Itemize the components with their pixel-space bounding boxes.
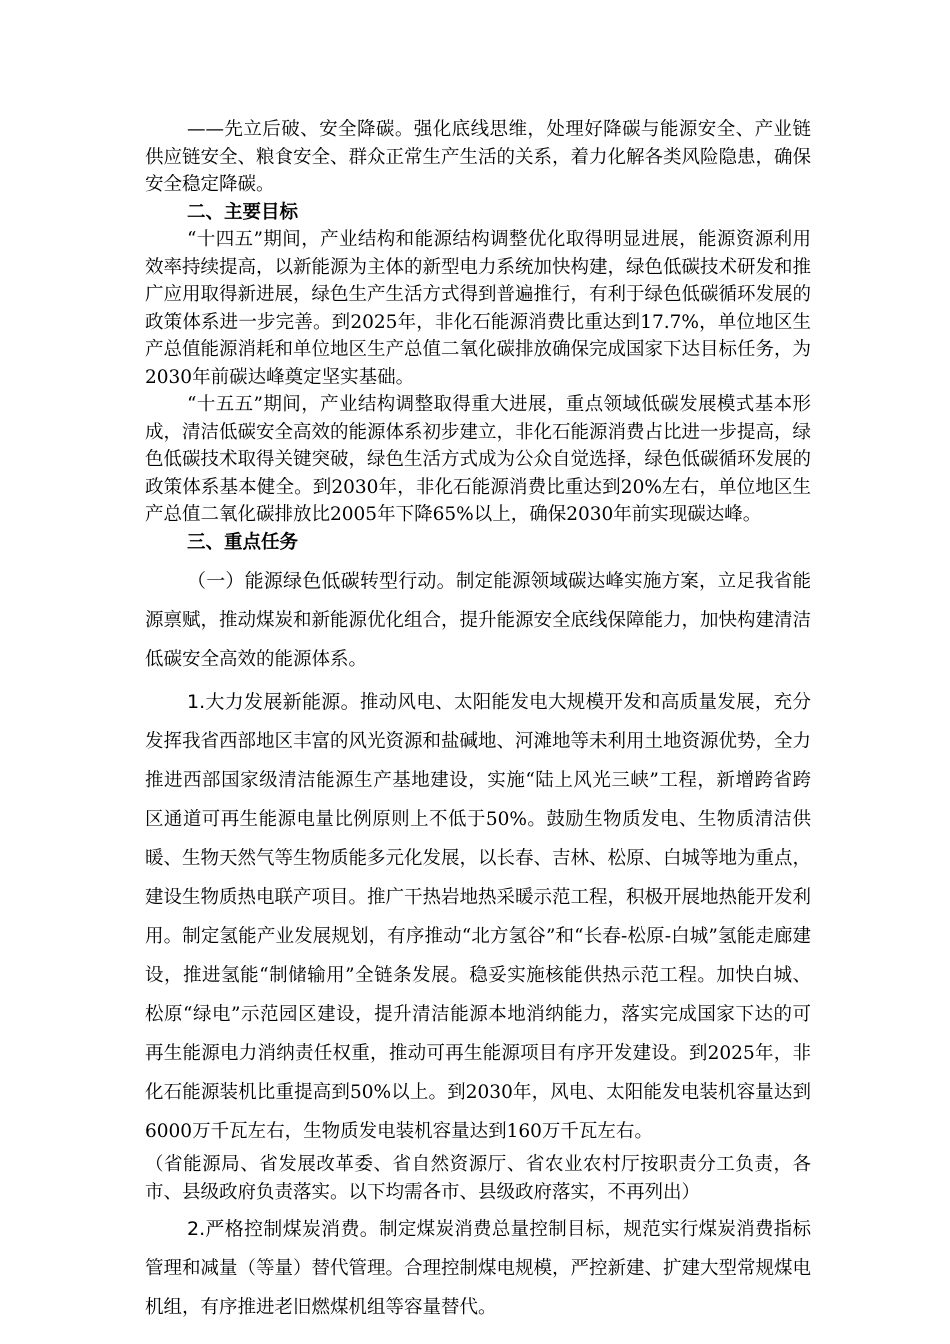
paragraph-14th-five-year: “十四五”期间，产业结构和能源结构调整优化取得明显进展，能源资源利用效率持续提高，以新能源为主体的新型电力系统加快构建，绿色低碳技术研发和推广应用取得新进展，绿色生产生活方式得到普遍推行，有利于绿色低碳循环发展的政策体系进一步完善。到2025年，非化石能源消费比重达到17.7%，单位地区生产总值能源消耗和单位地区生产总值二氧化碳排放确保完成国家下达目标任务，为2030年前碳达峰奠定坚实基础。 (145, 229, 812, 388)
section-heading-key-tasks: 三、重点任务 (187, 531, 299, 553)
item-control-coal (145, 1210, 811, 1327)
task-energy-transition-title: （一）能源绿色低碳转型行动。 (187, 570, 456, 592)
item-control-coal-text: 制定煤炭消费总量控制目标，规范实行煤炭消费指标管理和减量（等量）替代管理。合理控制煤电规模，严控新建、扩建大型常规煤电机组，有序推进老旧燃煤机组等容量替代。 (145, 1219, 812, 1318)
item-responsibility-note: （省能源局、省发展改革委、省自然资源厅、省农业农村厅按职责分工负责，各市、县级政府负责落实。以下均需各市、县级政府落实，不再列出） (145, 1154, 811, 1203)
item-develop-new-energy-title: 1.大力发展新能源。 (187, 691, 360, 713)
paragraph-principle: ——先立后破、安全降碳。强化底线思维，处理好降碳与能源安全、产业链供应链安全、粮食安全、群众正常生产生活的关系，着力化解各类风险隐患，确保安全稳定降碳。 (145, 119, 812, 195)
document-body (145, 116, 811, 1327)
paragraph-15th-five-year: “十五五”期间，产业结构调整取得重大进展，重点领域低碳发展模式基本形成，清洁低碳安全高效的能源体系初步建立，非化石能源消费占比进一步提高，绿色低碳技术取得关键突破，绿色生活方式成为公众自觉选择，绿色低碳循环发展的政策体系基本健全。到2030年，非化石能源消费比重达到20%左右，单位地区生产总值二氧化碳排放比2005年下降65%以上，确保2030年前实现碳达峰。 (145, 394, 812, 525)
item-develop-new-energy (145, 683, 811, 1151)
task-energy-transition-text: 制定能源领域碳达峰实施方案，立足我省能源禀赋，推动煤炭和新能源优化组合，提升能源安全底线保障能力，加快构建清洁低碳安全高效的能源体系。 (145, 571, 812, 670)
task-energy-transition (145, 562, 811, 679)
item-develop-new-energy-text: 推动风电、太阳能发电大规模开发和高质量发展，充分发挥我省西部地区丰富的风光资源和盐碱地、河滩地等未利用土地资源优势，全力推进西部国家级清洁能源生产基地建设，实施“陆上风光三峡”工程，新增跨省跨区通道可再生能源电量比例原则上不低于50%。鼓励生物质发电、生物质清洁供暖、生物天然气等生物质能多元化发展，以长春、吉林、松原、白城等地为重点，建设生物质热电联产项目。推广干热岩地热采暖示范工程，积极开展地热能开发利用。制定氢能产业发展规划，有序推动“北方氢谷”和“长春-松原-白城”氢能走廊建设，推进氢能“制储输用”全链条发展。稳妥实施核能供热示范工程。加快白城、松原“绿电”示范园区建设，提升清洁能源本地消纳能力，落实完成国家下达的可再生能源电力消纳责任权重，推动可再生能源项目有序开发建设。到2025年，非化石能源装机比重提高到50%以上。到2030年，风电、太阳能发电装机容量达到6000万千瓦左右，生物质发电装机容量达到160万千瓦左右。 (145, 692, 812, 1142)
section-heading-main-targets: 二、主要目标 (187, 201, 299, 223)
item-control-coal-title: 2.严格控制煤炭消费。 (187, 1218, 380, 1240)
